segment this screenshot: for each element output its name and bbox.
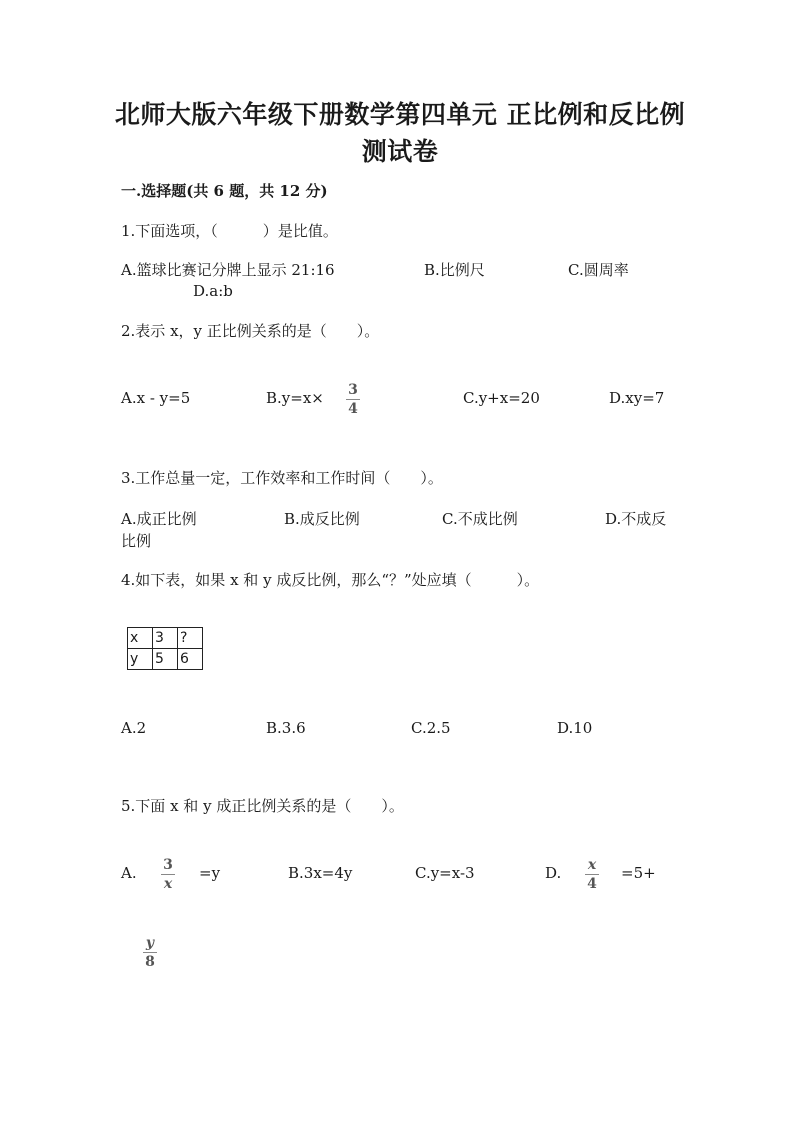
question-1-stem: 1.下面选项，（ ）是比值。 — [121, 222, 338, 240]
fraction-bar — [143, 952, 157, 953]
fraction-denominator: 4 — [348, 401, 358, 417]
fraction-bar — [346, 399, 360, 400]
question-1-option-b: B.比例尺 — [424, 261, 485, 279]
question-5-option-d-tail: =5+ — [621, 864, 656, 882]
fraction-numerator: y — [145, 935, 155, 951]
question-4-option-d: D.10 — [557, 719, 593, 737]
question-3-option-a: A.成正比例 — [121, 510, 197, 528]
table-cell: ? — [178, 628, 203, 649]
question-2-stem: 2.表示 x，y 正比例关系的是（ ）。 — [121, 322, 380, 340]
fraction-denominator: 4 — [587, 876, 597, 892]
fraction-numerator: x — [587, 857, 597, 873]
table-cell: 6 — [178, 649, 203, 670]
fraction-denominator: x — [163, 876, 173, 892]
question-5-d-fraction — [585, 857, 599, 892]
table-row — [128, 628, 203, 649]
question-4-option-a: A.2 — [121, 719, 147, 737]
table-cell: 5 — [153, 649, 178, 670]
fraction-bar — [161, 874, 175, 875]
question-2-fraction — [346, 382, 360, 417]
question-5-option-a: A. — [121, 864, 137, 882]
section-heading: 一.选择题(共 6 题，共 12 分) — [121, 182, 328, 200]
fraction-numerator: 3 — [348, 382, 358, 398]
question-3-option-d-wrap: 比例 — [121, 532, 152, 550]
question-2-option-b: B.y=x× — [266, 389, 324, 407]
question-3-option-d: D.不成反 — [605, 510, 667, 528]
question-1-option-d: D.a:b — [193, 282, 233, 300]
fraction-denominator: 8 — [145, 954, 155, 970]
question-2-option-c: C.y+x=20 — [463, 389, 540, 407]
fraction-numerator: 3 — [163, 857, 173, 873]
question-3-option-c: C.不成比例 — [442, 510, 518, 528]
table-cell: x — [128, 628, 153, 649]
question-3-option-b: B.成反比例 — [284, 510, 360, 528]
question-5-option-c: C.y=x-3 — [415, 864, 475, 882]
page-title-line1: 北师大版六年级下册数学第四单元 正比例和反比例 — [114, 100, 686, 129]
question-1-option-a: A.篮球比赛记分牌上显示 21:16 — [121, 261, 335, 279]
fraction-bar — [585, 874, 599, 875]
table-row — [128, 649, 203, 670]
question-5-option-a-tail: =y — [199, 864, 221, 882]
question-5-option-b: B.3x=4y — [288, 864, 353, 882]
question-3-stem: 3.工作总量一定，工作效率和工作时间（ ）。 — [121, 469, 443, 487]
table-cell: 3 — [153, 628, 178, 649]
question-5-d-fraction-2 — [143, 935, 157, 970]
question-2-option-a: A.x - y=5 — [121, 389, 191, 407]
question-5-stem: 5.下面 x 和 y 成正比例关系的是（ ）。 — [121, 797, 404, 815]
question-4-table — [127, 627, 203, 670]
question-5-a-fraction — [161, 857, 175, 892]
question-4-option-c: C.2.5 — [411, 719, 451, 737]
question-1-option-c: C.圆周率 — [568, 261, 629, 279]
question-5-option-d: D. — [545, 864, 562, 882]
question-4-option-b: B.3.6 — [266, 719, 306, 737]
page-title-line2: 测试卷 — [361, 137, 439, 166]
question-2-option-d: D.xy=7 — [609, 389, 665, 407]
question-4-stem: 4.如下表，如果 x 和 y 成反比例，那么“？”处应填（ ）。 — [121, 571, 540, 589]
table-cell: y — [128, 649, 153, 670]
